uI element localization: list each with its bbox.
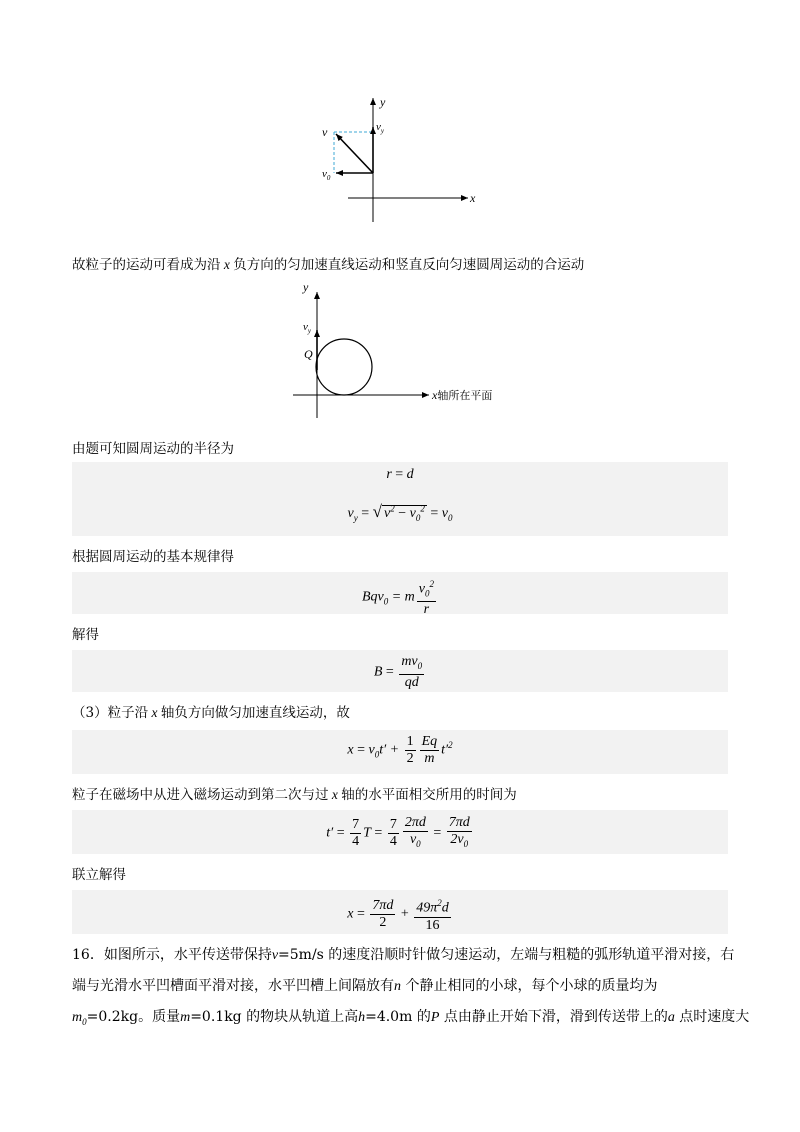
problem-16 (72, 940, 750, 1038)
text-solve-2: 联立解得 (72, 867, 126, 883)
velocity-diagram (310, 90, 490, 225)
eq-vy: $v_y$ = √ $v^2 - v_0^2 = v_0$ (347, 502, 453, 523)
problem-16-line-2: 端与光滑水平凹槽面平滑对接，水平凹槽上间隔放有n 个静止相同的小球，每个小球的质量均为 (72, 978, 658, 994)
eq-b: B = $\frac{mv_0}{qd}$ (373, 654, 423, 690)
fig2-y-label: y (303, 280, 309, 294)
fig2-x-label: x (432, 388, 438, 402)
formula-box-x1 (72, 730, 728, 774)
svg-text:vy (376, 121, 385, 135)
svg-text:x轴所在平面 (431, 388, 492, 402)
text-radius: 由题可知圆周运动的半径为 (72, 441, 234, 457)
fig2-vy-sub: y (307, 327, 311, 335)
formula-box-radius (72, 462, 728, 536)
fig2-x-suffix: 轴所在平面 (437, 389, 493, 402)
problem-16-line-1: 16．如图所示，水平传送带保持v=5m/s 的速度沿顺时针做匀速运动，左端与粗糙的弧形轨道平滑对接，右 (72, 947, 735, 963)
v-vector (336, 134, 373, 173)
formula-box-t (72, 810, 728, 854)
text-time: 粒子在磁场中从进入磁场运动到第二次与过 x 轴的水平面相交所用的时间为 (72, 787, 517, 803)
eq-x2: x = $\frac{7\pi d}{2}$ + $\frac{49\pi^2d}{16}$ (72, 895, 728, 934)
formula-box-b (72, 650, 728, 692)
fig1-v0-label: v (322, 168, 327, 180)
fig2-q-label: Q (304, 347, 313, 361)
formula-box-bqv (72, 572, 728, 618)
eq-bqv: Bqv$_0$ = m $\frac{v_0^2}{r}$ (72, 576, 728, 618)
circle-trajectory-diagram (285, 278, 525, 420)
text-solve-1: 解得 (72, 627, 99, 643)
fig1-vy-sub: y (380, 127, 384, 135)
fig2-vy-label: v (303, 321, 308, 333)
fig1-y-label: y (380, 95, 386, 109)
fig1-x-label: x (470, 191, 476, 205)
eq-t: t′ = $\frac{7}{4}$ T = $\frac{7}{4}$ $\frac{2\pi d}{v_0}$ = $\frac{7\pi d}{2v_0}$ (326, 815, 470, 849)
eq-r-equals-d: r = d (386, 467, 414, 482)
problem-16-line-3: $m_0=0.2kg$。质量m=0.1kg 的物块从轨道上高h=4.0m 的P 点由静止开始下滑，滑到传送带上的a 点时速度大 (72, 1009, 750, 1027)
svg-text:vy (303, 321, 312, 335)
eq-x1: $x = v_0t'$ + $\frac{1}{2}$ $\frac{Eq}{m}$ $t'^2$ (347, 734, 453, 766)
text-part-3: （3）粒子沿 x 轴负方向做匀加速直线运动，故 (72, 705, 350, 721)
fig1-vy-label: v (376, 121, 381, 133)
fig1-v0-sub: 0 (326, 174, 331, 182)
text-law: 根据圆周运动的基本规律得 (72, 549, 234, 565)
text-combined-motion: 故粒子的运动可看成为沿 x 负方向的匀加速直线运动和竖直反向匀速圆周运动的合运动 (72, 257, 585, 273)
formula-box-x2 (72, 890, 728, 934)
trajectory-circle (316, 339, 372, 395)
svg-text:v0 (322, 168, 331, 182)
fig1-v-label: v (322, 125, 328, 139)
